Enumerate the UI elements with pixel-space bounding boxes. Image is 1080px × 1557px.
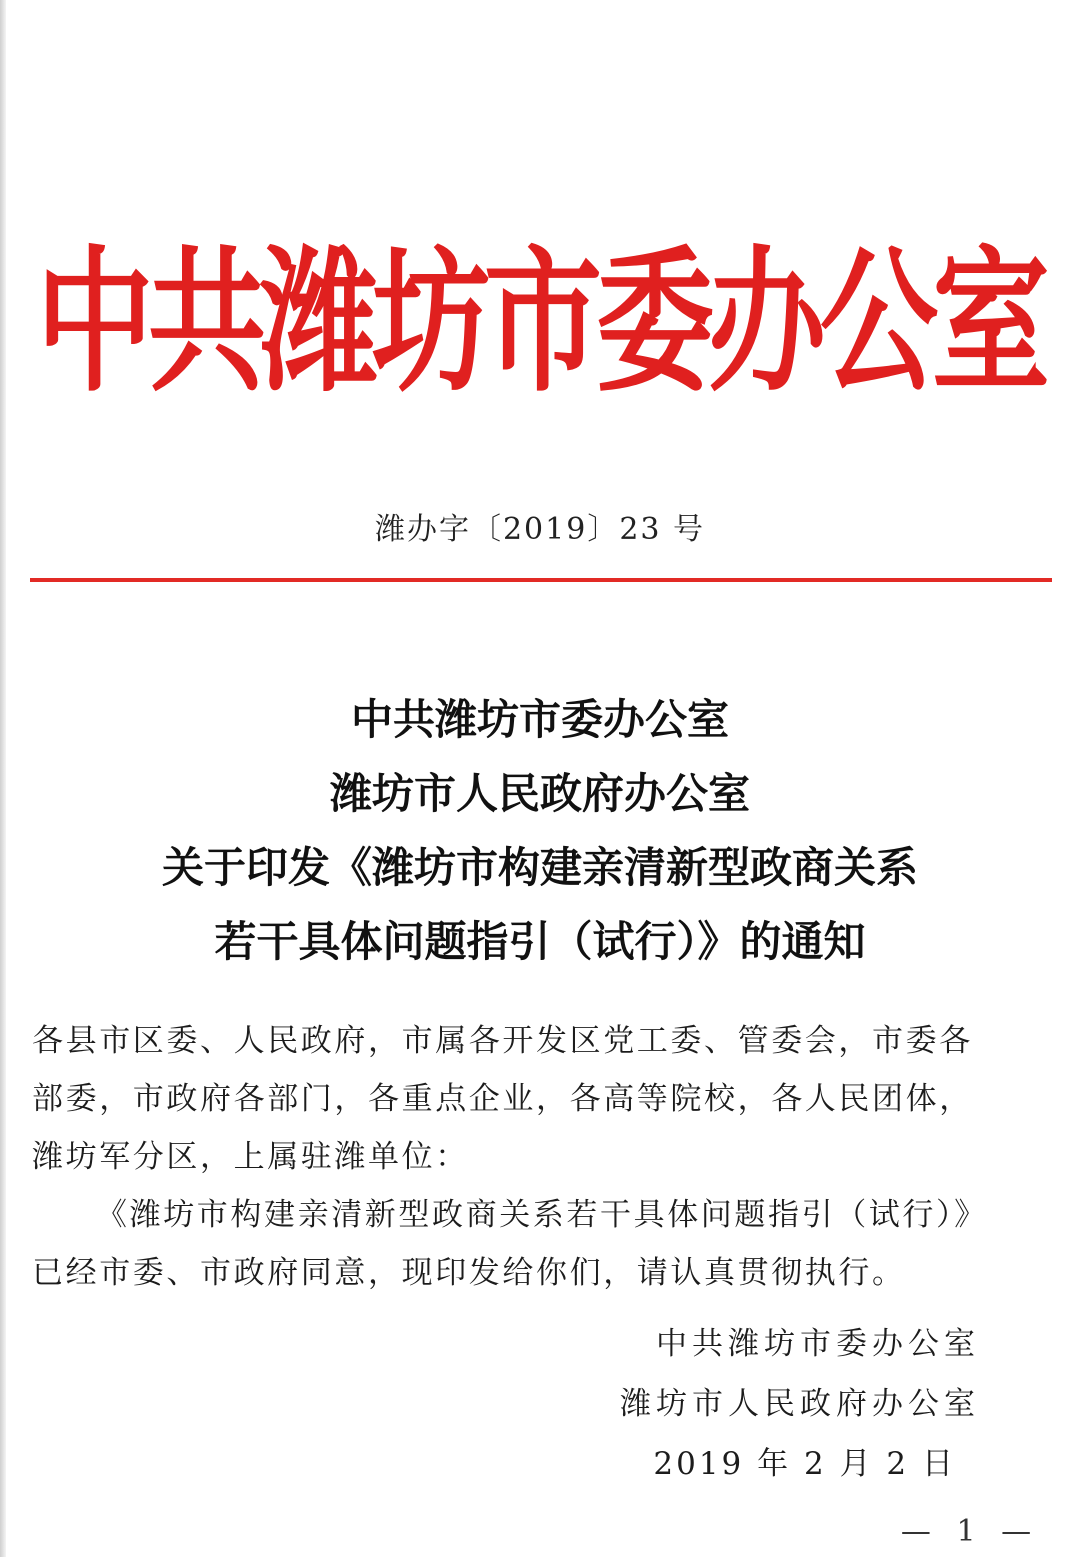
document-body — [32, 1012, 1056, 1302]
recipients-line-1: 各县市区委、人民政府，市属各开发区党工委、管委会，市委各 — [32, 1023, 973, 1059]
recipients-line-3: 潍坊军分区，上属驻潍单位： — [32, 1139, 469, 1175]
paragraph-line-1: 《潍坊市构建亲清新型政商关系若干具体问题指引（试行）》 — [96, 1197, 988, 1233]
issue-date: 2019 年 2 月 2 日 — [653, 1446, 956, 1482]
document-title — [0, 688, 1080, 984]
paragraph-line-2: 已经市委、市政府同意，现印发给你们，请认真贯彻执行。 — [32, 1255, 906, 1291]
title-line-3: 关于印发《潍坊市构建亲清新型政商关系 — [161, 843, 918, 892]
signature-block — [540, 1314, 980, 1494]
title-line-2: 潍坊市人民政府办公室 — [329, 769, 750, 818]
title-line-4: 若干具体问题指引（试行）》的通知 — [214, 917, 866, 966]
issuer-1: 中共潍坊市委办公室 — [656, 1326, 980, 1362]
red-separator-line — [30, 578, 1052, 582]
document-number: 潍办字〔2019〕23 号 — [374, 512, 706, 547]
page-number: — 1 — — [900, 1514, 1040, 1549]
title-line-1: 中共潍坊市委办公室 — [350, 695, 729, 744]
recipients-line-2: 部委，市政府各部门，各重点企业，各高等院校，各人民团体， — [32, 1081, 973, 1117]
masthead-title: 中共潍坊市委办公室 — [35, 230, 1044, 414]
issuer-2: 潍坊市人民政府办公室 — [620, 1386, 980, 1422]
